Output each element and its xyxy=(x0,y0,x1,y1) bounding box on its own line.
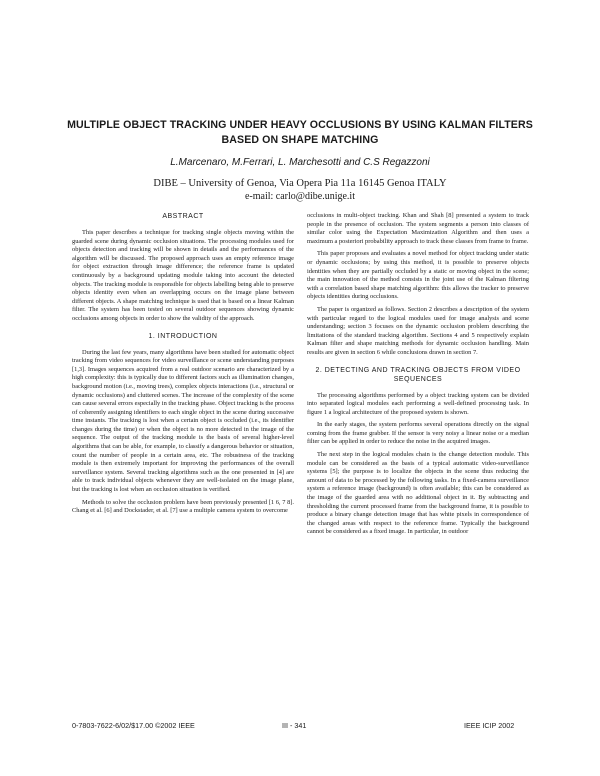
introduction-heading: 1. INTRODUCTION xyxy=(148,332,218,340)
introduction-paragraph: Methods to solve the occlusion problem have been previously presented [1 6, 7 8]. Chang et al. [6] and Dockstader, et al. [7] use a multiple camera system to overcome xyxy=(72,498,294,515)
affiliation-block xyxy=(60,177,540,203)
introduction-paragraph: During the last few years, many algorithms have been studied for automatic object tracking from video sequences for video surveillance or scene understanding purposes [1,3]. Images sequences acquired from a real outdoor scenario are characterized by a high complexity: this is typically due to different factors such as illumination changes, background motion (i.e., moving trees), complex objects interactions (i.e., structural or dynamic occlusions) and cluttered scenes. The increase of the complexity of the scene can cause several errors especially in the tracking phase. Object tracking is the process of coherently assigning identifiers to each single object in the scene during successive time instants. The tracking is lost when a certain object is occluded (i.e., its identifier changes during the time) or when the object is no more detected in the image of the sequence. The output of the tracking module is the basis of several higher-level algorithms that can be able, for example, to classify a dangerous behavior or situation, count the number of people in a certain area, etc. The robustness of the tracking module is then extremely important for improving the performances of the overall surveillance system. Several tracking algorithms such as the one presented in [4] are able to track individual objects whenever they are well-isolated on the image plane, but the tracking is lost when an occlusion situation is verified. xyxy=(72,348,295,494)
footer-conference: IEEE ICIP 2002 xyxy=(464,721,515,730)
author-list: L.Marcenaro, M.Ferrari, L. Marchesotti and C.S Regazzoni xyxy=(170,157,430,168)
footer-page-number: III - 341 xyxy=(282,721,307,730)
author-email: e-mail: carlo@dibe.unige.it xyxy=(244,191,355,202)
abstract-text: This paper describes a technique for tracking single objects moving within the guarded scene during dynamic occlusion situations. The processing modules used for objects detection and tracking will be shown in details and the performances of the algorithm will be discussed. The proposed approach uses an empty reference image for object extraction through image difference; the reference frame is updated continuously by a background updating module taking into account the detected objects. The tracking module is responsible for objects labelling being able to preserve objects identity even when an overlapping occurs on the image plane between different objects. A shape matching technique is used that is based on a linear Kalman filter. The system has been tested on several outdoor sequences showing dynamic occlusions among objects in order to show the validity of the approach. xyxy=(72,229,294,322)
section2-paragraph: The processing algorithms performed by a object tracking system can be divided into separated logical modules each performing a well-defined processing task. In figure 1 a logical architecture of the proposed system is shown. xyxy=(307,391,529,416)
left-column xyxy=(72,212,294,520)
affiliation: DIBE – University of Genoa, Via Opera Pia 11a 16145 Genoa ITALY xyxy=(153,178,447,189)
abstract-heading: ABSTRACT xyxy=(162,213,204,220)
body-paragraph: occlusions in multi-object tracking. Khan and Shah [8] presented a system to track people in the presence of occlusion. The system segments a person into classes of similar color using the Expectation Maximization Algorithm and then uses a maximum a posteriori probability approach to track these classes from frame to frame. xyxy=(307,212,529,245)
body-paragraph: The paper is organized as follows. Section 2 describes a description of the system with particular regard to the logical modules used for image analysis and scene understanding; section 3 focuses on the dynamic occlusion problem describing the limitations of the standard tracking algorithm. Sections 4 and 5 respectively explain Kalman filter and shape matching methods for dynamic occlusion handling. Main results are given in section 6 while conclusions drawn in section 7. xyxy=(307,305,529,356)
body-paragraph: This paper proposes and evaluates a novel method for object tracking under static or dynamic occlusions; by using this method, it is possible to preserve objects identities when they are partially occluded by a static or moving object in the scene; the main innovation of the method consists in the joint use of the Kalman filtering with a correlation based shape matching algorithm: this allows the tracker to preserve objects identities during occlusions. xyxy=(307,250,529,301)
section2-heading: 2. DETECTING AND TRACKING OBJECTS FROM VIDEO SEQUENCES xyxy=(315,366,521,383)
section2-paragraph: The next step in the logical modules chain is the change detection module. This module can be considered as the basis of a typical automatic video-surveillance systems [5]; the purpose is to localize the objects in the scene thus reducing the amount of data to be processed by the following tasks. In a fixed-camera surveillance system a reference image (background) is often available; this can be considered as the image of the guarded area with no additional object in it. By subtracting and thresholding the current processed frame from the background frame, it is possible to produce a binary change detection image that has white pixels in correspondence of the changed areas with respect to the reference frame. Typically the background cannot be considered as a fixed image. In particular, in outdoor xyxy=(307,451,529,536)
section2-paragraph: In the early stages, the system performs several operations directly on the signal coming from the frame grabber. If the sensor is very noisy a linear noise or a median filter can be applied in order to reduce the noise in the acquired images. xyxy=(307,421,529,446)
right-column xyxy=(307,212,529,541)
paper-title: MULTIPLE OBJECT TRACKING UNDER HEAVY OCCLUSIONS BY USING KALMAN FILTERS BASED ON SHAPE MATCHING xyxy=(67,119,533,146)
footer-copyright: 0-7803-7622-6/02/$17.00 ©2002 IEEE xyxy=(72,721,195,730)
